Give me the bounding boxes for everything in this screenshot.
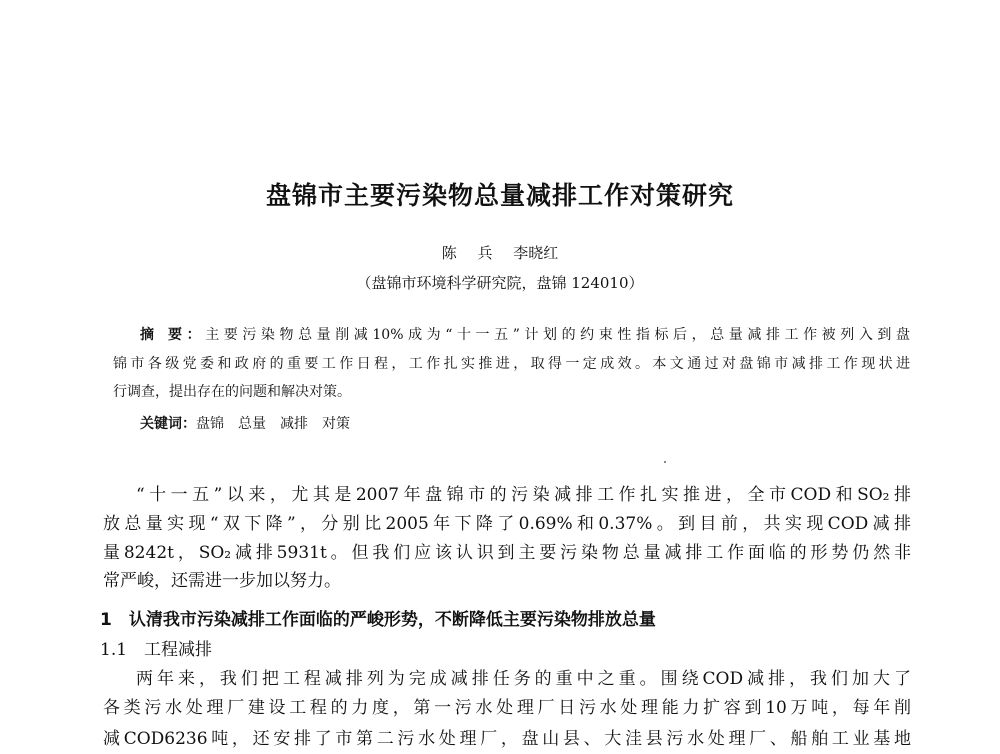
scan-speck <box>664 461 666 463</box>
body-line: 各类污水处理厂建设工程的力度，第一污水处理厂日污水处理能力扩容到10万吨，每年削 <box>103 698 911 718</box>
body-line: 减COD6236吨，还安排了市第二污水处理厂，盘山县、大洼县污水处理厂、船舶工业基地 <box>103 729 911 749</box>
body-line: “十一五”以来，尤其是2007年盘锦市的污染减排工作扎实推进，全市COD和SO₂排 <box>136 485 911 505</box>
authors: 陈 兵 李晓红 <box>441 244 559 262</box>
keywords: 关键词：盘锦 总量 减排 对策 <box>140 416 350 432</box>
body-line: 常严峻，还需进一步加以努力。 <box>103 571 341 591</box>
body-line: 放总量实现“双下降”，分别比2005年下降了0.69%和0.37%。到目前，共实现COD减排 <box>103 514 911 534</box>
body-line: 两年来，我们把工程减排列为完成减排任务的重中之重。围绕COD减排，我们加大了 <box>136 669 911 689</box>
page-title: 盘锦市主要污染物总量减排工作对策研究 <box>265 181 734 210</box>
abstract-line: 锦市各级党委和政府的重要工作日程，工作扎实推进，取得一定成效。本文通过对盘锦市减排工作现状进 <box>113 356 910 372</box>
section-heading-1: 1 认清我市污染减排工作面临的严峻形势，不断降低主要污染物排放总量 <box>100 610 656 630</box>
keywords-label: 关键词： <box>140 416 196 432</box>
affiliation: （盘锦市环境科学研究院，盘锦 124010） <box>356 274 644 292</box>
section-heading-1-1: 1.1 工程减排 <box>100 640 213 660</box>
abstract-line: 摘 要：主要污染物总量削减10%成为“十一五”计划的约束性指标后，总量减排工作被列入到盘 <box>140 327 910 343</box>
body-line: 量8242t，SO₂减排5931t。但我们应该认识到主要污染物总量减排工作面临的形势仍然非 <box>103 543 911 563</box>
abstract-line: 行调查，提出存在的问题和解决对策。 <box>113 384 351 400</box>
abstract-label: 摘 要： <box>140 327 206 343</box>
